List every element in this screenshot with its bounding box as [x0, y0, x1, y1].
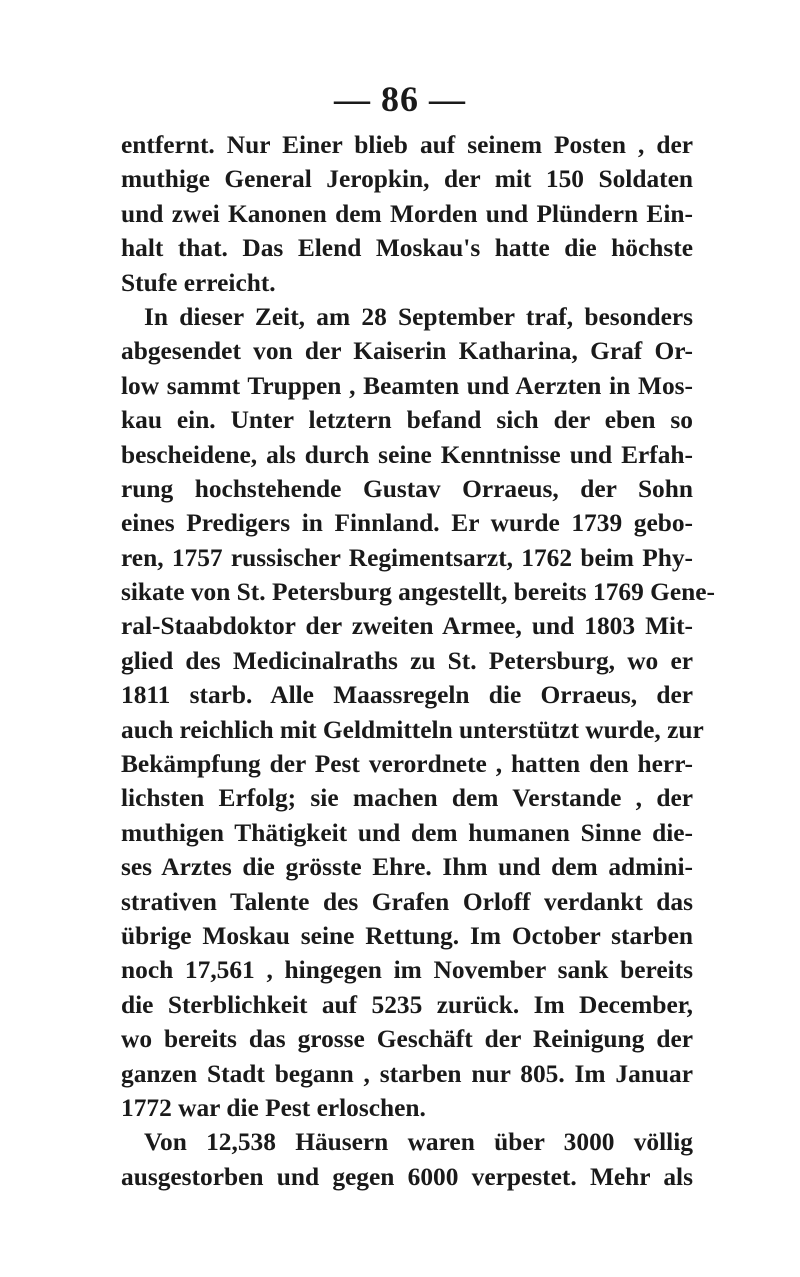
text-line: eines Predigers in Finnland. Er wurde 1739 gebo-	[121, 509, 693, 538]
text-line: und zwei Kanonen dem Morden und Plündern Ein-	[121, 199, 693, 228]
text-line: In dieser Zeit, am 28 September traf, besonders	[144, 302, 693, 331]
text-line: Bekämpfung der Pest verordnete , hatten den herr-	[121, 750, 693, 779]
text-line: ses Arztes die grösste Ehre. Ihm und dem admini-	[121, 853, 693, 882]
text-line: 1772 war die Pest erloschen.	[121, 1093, 426, 1122]
text-line: sikate von St. Petersburg angestellt, bereits 1769 Gene-	[121, 578, 716, 607]
text-line: glied des Medicinalraths zu St. Petersburg, wo er	[121, 646, 693, 675]
text-line: muthige General Jeropkin, der mit 150 Soldaten	[121, 165, 693, 194]
text-line: halt that. Das Elend Moskau's hatte die höchste	[121, 234, 693, 263]
text-line: lichsten Erfolg; sie machen dem Verstande , der	[121, 784, 693, 813]
text-line: abgesendet von der Kaiserin Katharina, Graf Or-	[121, 337, 693, 366]
text-line: rung hochstehende Gustav Orraeus, der Sohn	[121, 474, 693, 503]
text-line: die Sterblichkeit auf 5235 zurück. Im December,	[121, 990, 693, 1019]
text-line: entfernt. Nur Einer blieb auf seinem Posten , der	[121, 131, 693, 159]
text-line: ganzen Stadt begann , starben nur 805. Im Januar	[121, 1059, 693, 1088]
text-line: muthigen Thätigkeit und dem humanen Sinne die-	[121, 818, 693, 847]
text-line: auch reichlich mit Geldmitteln unterstützt wurde, zur	[121, 715, 704, 744]
text-line: strativen Talente des Grafen Orloff verdankt das	[121, 887, 693, 916]
text-line: kau ein. Unter letztern befand sich der eben so	[121, 406, 693, 435]
text-line: ral-Staabdoktor der zweiten Armee, und 1803 Mit-	[121, 612, 693, 641]
text-line: Stufe erreicht.	[121, 268, 276, 297]
text-line: übrige Moskau seine Rettung. Im October starben	[121, 921, 693, 950]
text-line: bescheidene, als durch seine Kenntnisse und Erfah-	[121, 440, 693, 469]
text-line: low sammt Truppen , Beamten und Aerzten in Mos-	[121, 371, 693, 400]
text-line: noch 17,561 , hingegen im November sank bereits	[121, 956, 693, 985]
text-line: wo bereits das grosse Geschäft der Reinigung der	[121, 1025, 693, 1054]
text-line: Von 12,538 Häusern waren über 3000 völlig	[144, 1128, 693, 1157]
text-line: ren, 1757 russischer Regimentsarzt, 1762 beim Phy-	[121, 543, 693, 572]
page-number: — 86 —	[334, 79, 466, 119]
body-text	[121, 128, 716, 1194]
text-line: 1811 starb. Alle Maassregeln die Orraeus, der	[121, 681, 693, 710]
text-line: ausgestorben und gegen 6000 verpestet. Mehr als	[121, 1162, 693, 1191]
